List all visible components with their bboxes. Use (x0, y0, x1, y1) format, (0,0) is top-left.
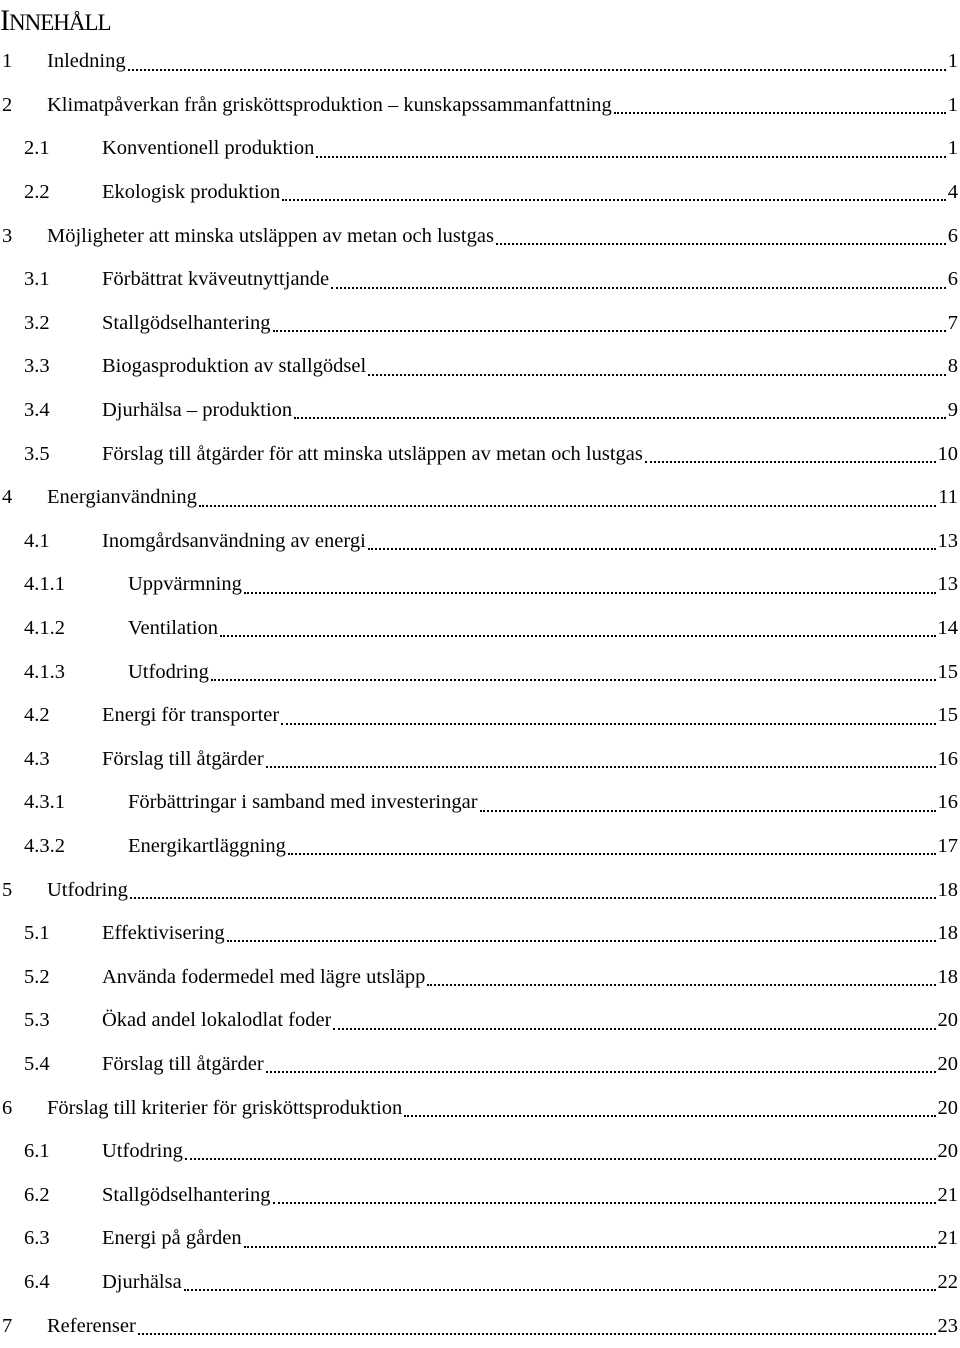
dot-leader (211, 650, 936, 694)
toc-entry-number: 6 (0, 1097, 47, 1120)
toc-entry-title: Energi på gården (102, 1227, 242, 1250)
table-of-contents (0, 40, 960, 1348)
toc-entry[interactable] (0, 214, 960, 258)
toc-entry-title: Förbättringar i samband med investeringar (128, 791, 478, 814)
toc-entry-number: 6.2 (24, 1184, 102, 1207)
dot-leader (368, 345, 946, 389)
toc-entry[interactable] (0, 1173, 960, 1217)
toc-entry-title: Djurhälsa (102, 1271, 182, 1294)
toc-entry[interactable] (0, 520, 960, 564)
toc-entry-title: Förslag till åtgärder för att minska utsläppen av metan och lustgas (102, 443, 643, 466)
dot-leader (282, 171, 946, 215)
toc-entry-title: Stallgödselhantering (102, 312, 271, 335)
toc-entry[interactable] (0, 389, 960, 433)
dot-leader (496, 214, 946, 258)
toc-entry[interactable] (0, 84, 960, 128)
toc-entry-title: Stallgödselhantering (102, 1184, 271, 1207)
toc-entry-title: Inomgårdsanvändning av energi (102, 530, 366, 553)
toc-entry-page-number: 13 (938, 530, 960, 553)
toc-entry-page-number: 11 (938, 486, 960, 509)
toc-entry-page-number: 1 (948, 50, 960, 73)
dot-leader (266, 738, 936, 782)
toc-entry-number: 3 (0, 225, 47, 248)
toc-entry-title: Energianvändning (47, 486, 197, 509)
page-title-rest: NNEHÅLL (9, 10, 111, 35)
toc-entry[interactable] (0, 607, 960, 651)
dot-leader (404, 1086, 935, 1130)
toc-entry-number: 1 (0, 50, 47, 73)
toc-entry-number: 6.1 (24, 1140, 102, 1163)
toc-entry-number: 4.3.2 (24, 835, 128, 858)
toc-entry-number: 6.3 (24, 1227, 102, 1250)
toc-entry-title: Energi för transporter (102, 704, 279, 727)
dot-leader (273, 1173, 936, 1217)
dot-leader (227, 912, 936, 956)
toc-entry[interactable] (0, 563, 960, 607)
toc-entry-number: 4.1 (24, 530, 102, 553)
toc-entry[interactable] (0, 171, 960, 215)
toc-entry[interactable] (0, 476, 960, 520)
toc-entry-title: Utfodring (102, 1140, 183, 1163)
toc-entry-title: Uppvärmning (128, 573, 242, 596)
toc-entry-number: 3.1 (24, 268, 102, 291)
dot-leader (185, 1130, 936, 1174)
toc-entry-title: Ventilation (128, 617, 218, 640)
toc-entry-page-number: 18 (938, 879, 960, 902)
dot-leader (368, 520, 936, 564)
toc-entry-title: Inledning (47, 50, 126, 73)
toc-entry[interactable] (0, 999, 960, 1043)
toc-entry-title: Förbättrat kväveutnyttjande (102, 268, 329, 291)
toc-entry-page-number: 18 (938, 922, 960, 945)
toc-entry-number: 2.2 (24, 181, 102, 204)
dot-leader (645, 432, 936, 476)
toc-entry-title: Ekologisk produktion (102, 181, 280, 204)
dot-leader (614, 84, 946, 128)
toc-entry-number: 4.3.1 (24, 791, 128, 814)
toc-entry[interactable] (0, 1043, 960, 1087)
dot-leader (331, 258, 946, 302)
toc-entry-page-number: 1 (948, 94, 960, 117)
toc-entry-number: 4.1.1 (24, 573, 128, 596)
toc-entry[interactable] (0, 1304, 960, 1348)
toc-entry-number: 4.3 (24, 748, 102, 771)
toc-entry[interactable] (0, 650, 960, 694)
toc-entry[interactable] (0, 1217, 960, 1261)
dot-leader (138, 1304, 936, 1348)
dot-leader (281, 694, 935, 738)
toc-entry-number: 4.2 (24, 704, 102, 727)
toc-entry-title: Utfodring (128, 661, 209, 684)
toc-entry-number: 3.4 (24, 399, 102, 422)
toc-entry[interactable] (0, 955, 960, 999)
toc-entry-title: Biogasproduktion av stallgödsel (102, 355, 366, 378)
toc-entry-number: 3.2 (24, 312, 102, 335)
toc-entry-title: Klimatpåverkan från grisköttsproduktion – kunskapssammanfattning (47, 94, 612, 117)
toc-entry-title: Ökad andel lokalodlat foder (102, 1009, 331, 1032)
toc-entry-number: 7 (0, 1315, 47, 1338)
toc-entry[interactable] (0, 258, 960, 302)
toc-entry[interactable] (0, 302, 960, 346)
toc-entry-page-number: 21 (938, 1227, 960, 1250)
toc-entry-page-number: 20 (938, 1053, 960, 1076)
toc-entry[interactable] (0, 1261, 960, 1305)
toc-entry-title: Utfodring (47, 879, 128, 902)
toc-entry-page-number: 4 (948, 181, 960, 204)
dot-leader (273, 302, 946, 346)
toc-entry[interactable] (0, 781, 960, 825)
dot-leader (199, 476, 936, 520)
toc-entry[interactable] (0, 432, 960, 476)
toc-entry-page-number: 6 (948, 268, 960, 291)
toc-entry-page-number: 18 (938, 966, 960, 989)
toc-entry[interactable] (0, 825, 960, 869)
toc-entry-title: Konventionell produktion (102, 137, 314, 160)
toc-entry-title: Förslag till kriterier för grisköttsproduktion (47, 1097, 402, 1120)
toc-entry-number: 2.1 (24, 137, 102, 160)
toc-entry-page-number: 8 (948, 355, 960, 378)
toc-entry-page-number: 6 (948, 225, 960, 248)
toc-entry-number: 5.1 (24, 922, 102, 945)
toc-entry-title: Effektivisering (102, 922, 225, 945)
dot-leader (220, 607, 936, 651)
toc-entry-page-number: 21 (938, 1184, 960, 1207)
dot-leader (316, 127, 945, 171)
toc-entry-number: 5.3 (24, 1009, 102, 1032)
toc-entry-title: Djurhälsa – produktion (102, 399, 292, 422)
toc-entry-page-number: 23 (938, 1315, 960, 1338)
toc-entry-page-number: 16 (938, 748, 960, 771)
toc-entry-number: 2 (0, 94, 47, 117)
page-title (0, 2, 111, 42)
toc-entry-page-number: 15 (938, 661, 960, 684)
toc-entry-page-number: 16 (938, 791, 960, 814)
dot-leader (130, 868, 936, 912)
toc-entry-page-number: 1 (948, 137, 960, 160)
toc-entry-page-number: 13 (938, 573, 960, 596)
toc-entry-page-number: 14 (938, 617, 960, 640)
toc-entry-page-number: 9 (948, 399, 960, 422)
toc-entry-number: 5.4 (24, 1053, 102, 1076)
toc-entry-page-number: 17 (938, 835, 960, 858)
toc-entry-page-number: 7 (948, 312, 960, 335)
toc-entry-title: Referenser (47, 1315, 136, 1338)
toc-entry[interactable] (0, 868, 960, 912)
toc-entry-page-number: 20 (938, 1097, 960, 1120)
dot-leader (266, 1043, 936, 1087)
toc-entry[interactable] (0, 40, 960, 84)
toc-entry-number: 4 (0, 486, 47, 509)
toc-entry-number: 4.1.3 (24, 661, 128, 684)
toc-entry[interactable] (0, 345, 960, 389)
toc-entry-page-number: 10 (938, 443, 960, 466)
toc-entry-number: 3.3 (24, 355, 102, 378)
toc-entry-page-number: 20 (938, 1009, 960, 1032)
toc-entry-number: 3.5 (24, 443, 102, 466)
toc-entry-number: 5.2 (24, 966, 102, 989)
dot-leader (333, 999, 935, 1043)
toc-entry[interactable] (0, 127, 960, 171)
toc-entry-number: 6.4 (24, 1271, 102, 1294)
dot-leader (294, 389, 946, 433)
toc-entry-page-number: 15 (938, 704, 960, 727)
toc-entry-title: Förslag till åtgärder (102, 1053, 264, 1076)
dot-leader (288, 825, 936, 869)
toc-entry-page-number: 22 (938, 1271, 960, 1294)
dot-leader (244, 563, 936, 607)
toc-entry-title: Använda fodermedel med lägre utsläpp (102, 966, 425, 989)
dot-leader (184, 1261, 936, 1305)
toc-entry-title: Möjligheter att minska utsläppen av metan och lustgas (47, 225, 494, 248)
dot-leader (128, 40, 946, 84)
dot-leader (480, 781, 936, 825)
toc-entry-number: 4.1.2 (24, 617, 128, 640)
toc-entry[interactable] (0, 1130, 960, 1174)
toc-entry[interactable] (0, 738, 960, 782)
dot-leader (427, 955, 935, 999)
page-title-initial: I (0, 4, 9, 37)
toc-entry[interactable] (0, 1086, 960, 1130)
toc-entry[interactable] (0, 694, 960, 738)
toc-entry-page-number: 20 (938, 1140, 960, 1163)
toc-entry-number: 5 (0, 879, 47, 902)
toc-entry[interactable] (0, 912, 960, 956)
dot-leader (244, 1217, 936, 1261)
toc-entry-title: Energikartläggning (128, 835, 286, 858)
toc-entry-title: Förslag till åtgärder (102, 748, 264, 771)
